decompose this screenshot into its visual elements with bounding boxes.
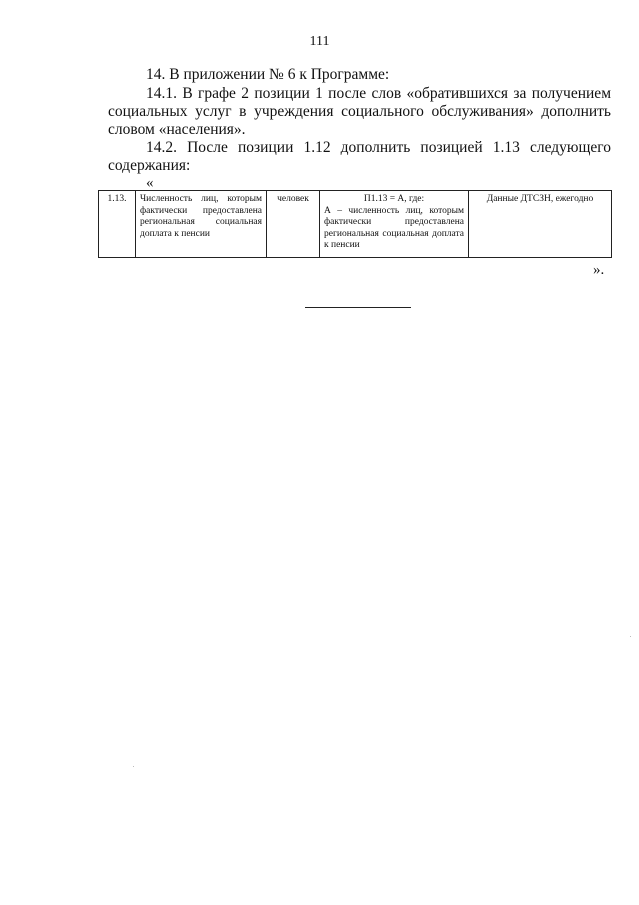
formula-body: А – численность лиц, которым фактически предоставлена региональная социальная доплата к пенсии — [324, 205, 464, 250]
paragraph-14-2 — [108, 139, 611, 175]
paragraph-14-1-text: 14.1. В графе 2 позиции 1 после слов «обратившихся за получением социальных услуг в учреждения социального обслуживания» дополнить словом «населения». — [108, 85, 611, 138]
cell-formula — [320, 191, 469, 258]
paragraph-14-2-text: 14.2. После позиции 1.12 дополнить позицией 1.13 следующего содержания: — [108, 139, 611, 174]
table-row — [99, 191, 612, 258]
cell-position-number: 1.13. — [99, 191, 136, 258]
scan-speck — [630, 636, 631, 637]
paragraph-14: 14. В приложении № 6 к Программе: — [146, 66, 390, 83]
end-rule — [305, 307, 411, 308]
insert-table — [98, 190, 612, 258]
cell-indicator-name: Численность лиц, которым фактически предоставлена региональная социальная доплата к пенсии — [136, 191, 267, 258]
closing-quote-mark: ». — [593, 262, 605, 278]
cell-unit: человек — [267, 191, 320, 258]
page-number: 111 — [309, 34, 330, 49]
opening-quote-mark: « — [146, 175, 154, 191]
scan-speck — [133, 766, 134, 767]
cell-source: Данные ДТСЗН, ежегодно — [469, 191, 612, 258]
formula-head: П1.13 = А, где: — [363, 194, 425, 204]
paragraph-14-1 — [108, 85, 611, 139]
